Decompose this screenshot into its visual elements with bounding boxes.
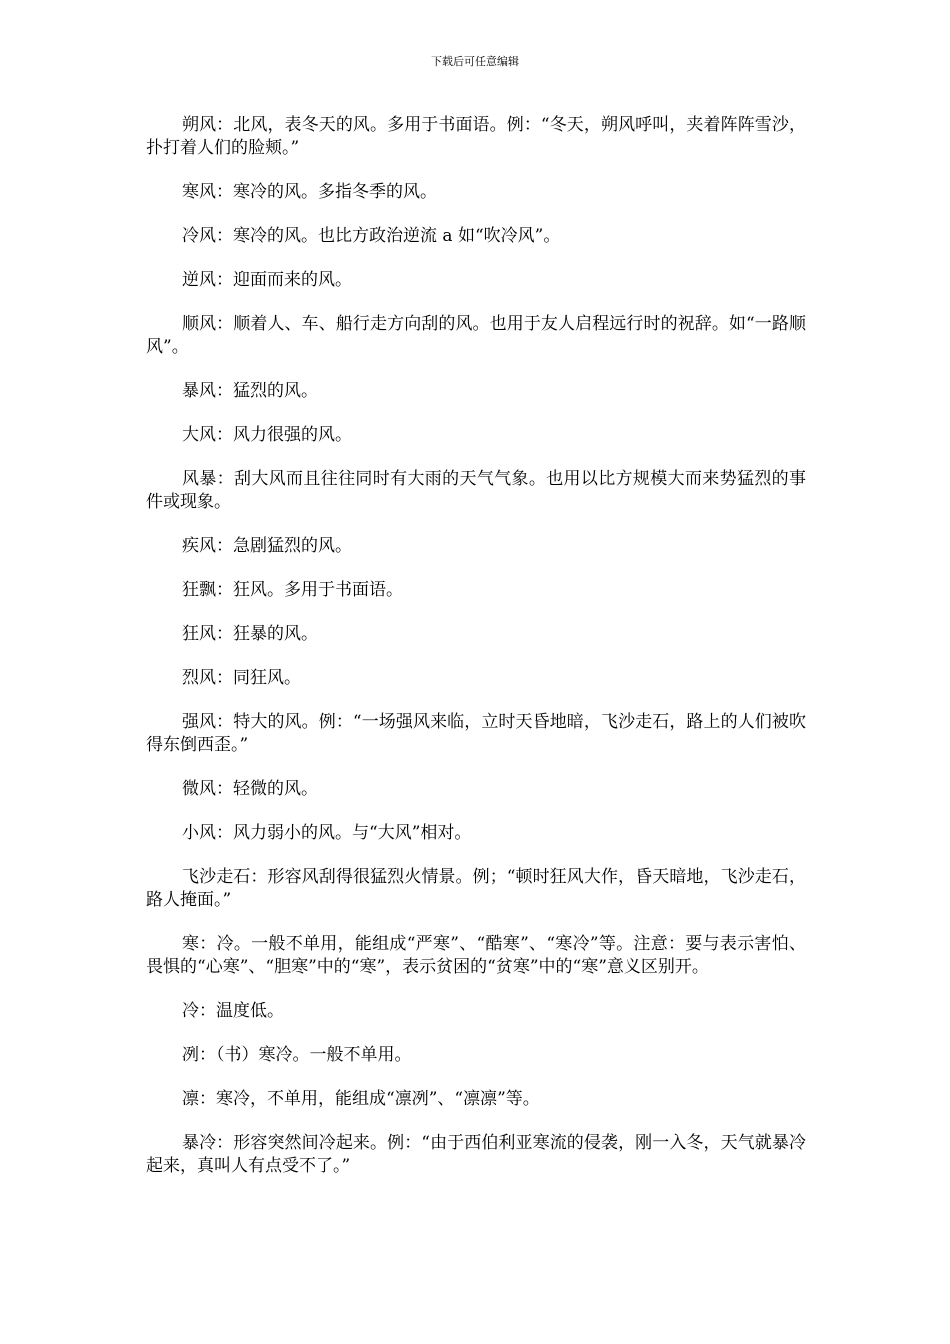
entry-lin: 凛：寒冷，不单用，能组成“凛冽”、“凛凛”等。 <box>182 1089 540 1109</box>
entry-fengbao: 风暴：刮大风而且往往同时有大雨的天气气象。也用以比方规模大而来势猛烈的事件或现象。 <box>146 469 806 512</box>
entry-dafeng: 大风：风力很强的风。 <box>182 425 352 445</box>
entry-feishazoushi: 飞沙走石：形容风刮得很猛烈火情景。例；“顿时狂风大作，昏天暗地，飞沙走石，路人掩面。” <box>146 867 806 910</box>
entry-jifeng: 疾风：急剧猛烈的风。 <box>182 536 352 556</box>
entry-shunfeng: 顺风：顺着人、车、船行走方向刮的风。也用于友人启程远行时的祝辞。如“一路顺风”。 <box>146 314 806 357</box>
entry-leng: 冷：温度低。 <box>182 1001 284 1021</box>
entry-hanfeng: 寒风：寒冷的风。多指冬季的风。 <box>182 182 437 202</box>
entry-liefeng: 烈风：同狂风。 <box>182 668 301 688</box>
entry-lengfeng: 冷风：寒冷的风。也比方政治逆流 a 如“吹冷风”。 <box>182 226 561 246</box>
entry-nifeng: 逆风：迎面而来的风。 <box>182 270 352 290</box>
entry-kuangpiao: 狂飘：狂风。多用于书面语。 <box>182 580 403 600</box>
entry-qiangfeng: 强风：特大的风。例：“一场强风来临，立时天昏地暗，飞沙走石，路上的人们被吹得东倒西歪。” <box>146 712 806 755</box>
entry-lie: 冽：（书）寒冷。一般不单用。 <box>182 1045 412 1065</box>
entry-baoleng: 暴冷：形容突然间冷起来。例：“由于西伯利亚寒流的侵袭，刚一入冬，天气就暴冷起来，真叫人有点受不了。” <box>146 1133 806 1176</box>
entry-han: 寒：冷。一般不单用，能组成“严寒”、“酷寒”、“寒冷”等。注意：要与表示害怕、畏惧的“心寒”、“胆寒”中的“寒”，表示贫困的“贫寒”中的“寒”意义区别开。 <box>146 934 806 977</box>
entry-shuofeng: 朔风：北风，表冬天的风。多用于书面语。例：“冬天，朔风呼叫，夹着阵阵雪沙，扑打着人们的脸颊。” <box>146 115 806 158</box>
entry-xiaofeng: 小风：风力弱小的风。与“大风”相对。 <box>182 823 472 843</box>
page-header: 下载后可任意编辑 <box>431 55 519 68</box>
entry-weifeng: 微风：轻微的风。 <box>182 779 318 799</box>
entry-baofeng: 暴风：猛烈的风。 <box>182 381 318 401</box>
document-body <box>146 114 806 1199</box>
entry-kuangfeng: 狂风：狂暴的风。 <box>182 624 318 644</box>
